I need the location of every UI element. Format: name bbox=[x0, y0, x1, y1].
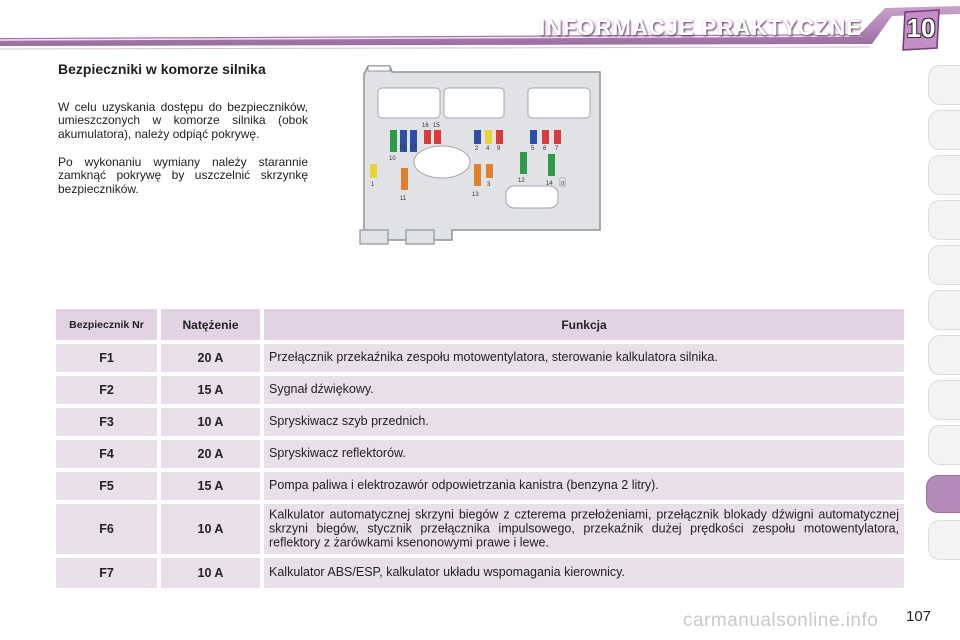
fuse-label: 15 bbox=[433, 123, 440, 129]
page-number: 107 bbox=[906, 608, 932, 625]
header-function: Funkcja bbox=[561, 317, 607, 332]
fuse-nr: F7 bbox=[99, 566, 114, 580]
page-title: INFORMACJE PRAKTYCZNE bbox=[539, 15, 862, 40]
fuse-label: 14 bbox=[546, 181, 553, 187]
fuse-function: Kalkulator ABS/ESP, kalkulator układu wspomagania kierownicy. bbox=[269, 565, 625, 580]
fuse-4 bbox=[485, 130, 492, 144]
fuse-label: 4 bbox=[486, 146, 490, 152]
fuse-16 bbox=[424, 130, 431, 144]
section-title: Bezpieczniki w komorze silnika bbox=[58, 61, 266, 77]
table-row bbox=[56, 408, 904, 436]
paragraph: W celu uzyskania dostępu do bezpieczników, umieszczonych w komorze silnika (obok akumulatora), należy odpiąć pokrywę. bbox=[58, 100, 308, 141]
chapter-tab[interactable] bbox=[928, 110, 960, 150]
fuse-amperage: 10 A bbox=[197, 522, 224, 536]
chapter-tab[interactable] bbox=[928, 380, 960, 420]
fuse-label: 8 bbox=[561, 181, 565, 187]
fuse-14 bbox=[548, 154, 555, 176]
fuse-function: Spryskiwacz szyb przednich. bbox=[269, 414, 429, 429]
fuse-label: 12 bbox=[518, 178, 525, 184]
chapter-tab[interactable] bbox=[928, 155, 960, 195]
fuse-box-diagram bbox=[356, 62, 604, 248]
table-row bbox=[56, 504, 904, 554]
fuse-3 bbox=[486, 164, 493, 178]
chapter-number: 10 bbox=[906, 13, 936, 43]
fuse-amperage: 20 A bbox=[197, 351, 224, 365]
fuse-label: 3 bbox=[487, 182, 491, 188]
fuse-label: 10 bbox=[389, 156, 396, 162]
fuse-label: 5 bbox=[531, 146, 535, 152]
fuse-label: 17 bbox=[410, 145, 417, 151]
table-header bbox=[56, 309, 904, 340]
fuse-function: Przełącznik przekaźnika zespołu motowentylatora, sterowanie kalkulatora silnika. bbox=[269, 350, 718, 365]
header-fuse-nr: Bezpiecznik Nr bbox=[69, 318, 144, 331]
fuse-11 bbox=[401, 168, 408, 190]
fuse-nr: F3 bbox=[99, 415, 114, 429]
fuse-5 bbox=[530, 130, 537, 144]
fuse-1 bbox=[370, 164, 377, 178]
fuse-label: 18 bbox=[399, 145, 406, 151]
fuse-nr: F2 bbox=[99, 383, 114, 397]
fuse-label: 1 bbox=[371, 182, 375, 188]
chapter-tab[interactable] bbox=[928, 245, 960, 285]
table-row bbox=[56, 376, 904, 404]
fuse-nr: F5 bbox=[99, 479, 114, 493]
fuse-amperage: 20 A bbox=[197, 447, 224, 461]
fuse-12 bbox=[520, 152, 527, 174]
chapter-tab[interactable] bbox=[928, 290, 960, 330]
fuse-amperage: 15 A bbox=[197, 479, 224, 493]
fuse-function: Pompa paliwa i elektrozawór odpowietrzania kanistra (benzyna 2 litry). bbox=[269, 478, 659, 493]
paragraph: Po wykonaniu wymiany należy starannie zamknąć pokrywę by uszczelnić skrzynkę bezpieczników. bbox=[58, 155, 308, 196]
fuse-amperage: 10 A bbox=[197, 415, 224, 429]
fuse-15 bbox=[434, 130, 441, 144]
fuse-amperage: 15 A bbox=[197, 383, 224, 397]
table-row bbox=[56, 344, 904, 372]
fuse-label: 7 bbox=[555, 146, 559, 152]
chapter-tab-active[interactable] bbox=[926, 475, 960, 513]
table-row bbox=[56, 440, 904, 468]
fuse-nr: F4 bbox=[99, 447, 114, 461]
fuse-function: Spryskiwacz reflektorów. bbox=[269, 446, 406, 461]
chapter-tab[interactable] bbox=[928, 520, 960, 560]
header-amperage: Natężenie bbox=[182, 317, 239, 332]
fuse-13 bbox=[474, 164, 481, 186]
fuse-label: 16 bbox=[422, 123, 429, 129]
fuse-10 bbox=[390, 130, 397, 152]
chapter-tabs bbox=[928, 65, 960, 585]
chapter-tab[interactable] bbox=[928, 65, 960, 105]
fuse-label: 13 bbox=[472, 192, 479, 198]
fuse-function: Sygnał dźwiękowy. bbox=[269, 382, 374, 397]
fuse-amperage: 10 A bbox=[197, 566, 224, 580]
fuse-label: 9 bbox=[497, 146, 501, 152]
fuse-nr: F6 bbox=[99, 522, 114, 536]
watermark: carmanualsonline.info bbox=[683, 610, 879, 631]
table-row bbox=[56, 558, 904, 588]
fuse-function: Kalkulator automatycznej skrzyni biegów z czterema przełożeniami, przełącznik blokady dźwigni automatycznej skrzyni biegów, stycznik przełącznika impulsowego, przekaźnik dużej prędkości zespołu motowentylatora, reflektory z żarówkami ksenonowymi prawe i lewe. bbox=[269, 507, 899, 549]
fuse-nr: F1 bbox=[99, 351, 114, 365]
fuse-7 bbox=[554, 130, 561, 144]
fuse-label: 11 bbox=[400, 196, 407, 202]
fuse-label: 6 bbox=[543, 146, 547, 152]
fuse-label: 2 bbox=[475, 146, 479, 152]
fuse-9 bbox=[496, 130, 503, 144]
chapter-tab[interactable] bbox=[928, 425, 960, 465]
chapter-tab[interactable] bbox=[928, 335, 960, 375]
chapter-tab[interactable] bbox=[928, 200, 960, 240]
fuse-6 bbox=[542, 130, 549, 144]
table-row bbox=[56, 472, 904, 500]
fuse-2 bbox=[474, 130, 481, 144]
